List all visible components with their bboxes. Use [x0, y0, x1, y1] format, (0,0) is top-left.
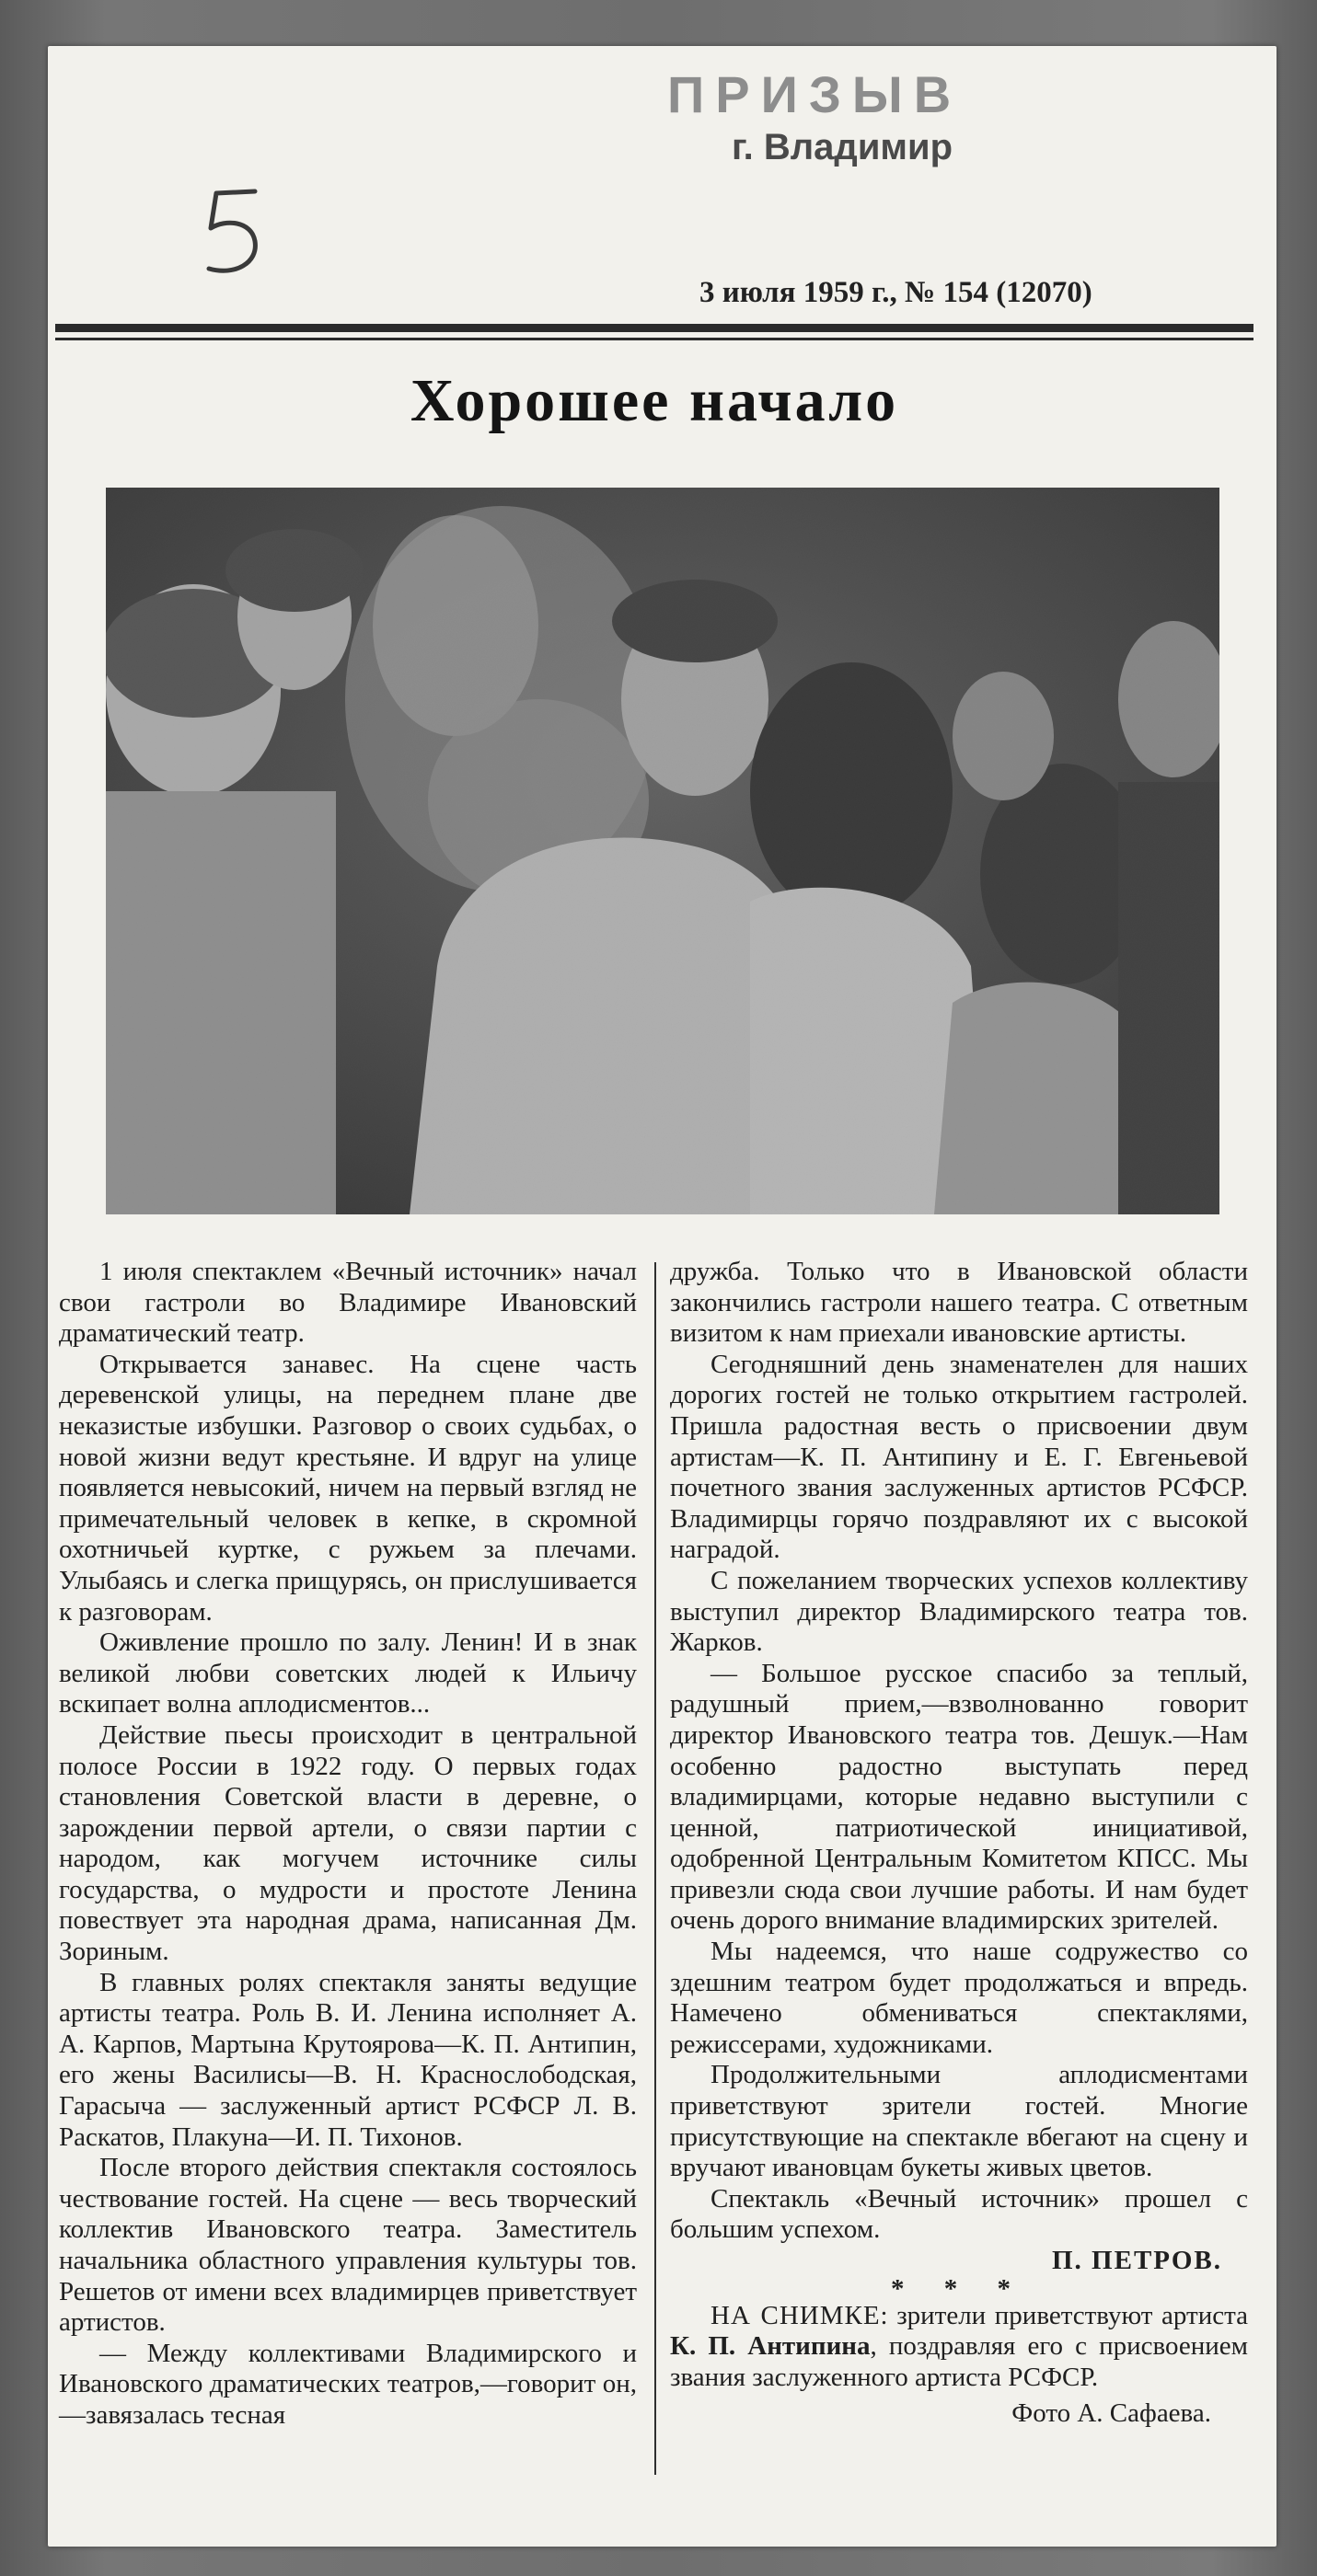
section-separator: * * *	[891, 2273, 1027, 2304]
photo-credit: Фото А. Сафаева.	[1011, 2398, 1211, 2429]
article-column-left	[59, 1257, 637, 2432]
column-divider	[654, 1262, 656, 2475]
caption-text-after: , поздравляя его с присвоением звания заслуженного артиста РСФСР.	[670, 2331, 1248, 2392]
caption-label: НА СНИМКЕ	[710, 2300, 881, 2330]
article-column-right	[670, 1257, 1248, 2430]
article-headline: Хорошее начало	[410, 367, 899, 434]
paragraph: С пожеланием творческих успехов коллективу выступил директор Владимирского театра тов. Жарков.	[670, 1565, 1248, 1658]
paragraph: 1 июля спектаклем «Вечный источник» начал свои гастроли во Владимире Ивановский драматический театр.	[59, 1257, 637, 1349]
paragraph: — Большое русское спасибо за теплый, радушный прием,—взволнованно говорит директор Ивановского театра тов. Дешук.—Нам особенно радостно выступать перед владимирцами, которые недавно выступили с ценной, патриотической инициативой, одобренной Центральным Комитетом КПСС. Мы привезли сюда свои лучшие работы. И нам будет очень дорого внимание владимирских зрителей.	[670, 1658, 1248, 1936]
paragraph: Продолжительными аплодисментами приветствуют зрители гостей. Многие присутствующие на спектакле вбегают на сцену и вручают ивановцам букеты живых цветов.	[670, 2060, 1248, 2183]
newspaper-city-stamp: г. Владимир	[732, 127, 953, 167]
paragraph: После второго действия спектакля состоялось чествование гостей. На сцене — весь творческий коллектив Ивановского театра. Заместитель начальника областного управления культуры тов. Решетов от имени всех владимирцев приветствует артистов.	[59, 2153, 637, 2338]
paragraph: Сегодняшний день знаменателен для наших дорогих гостей не только открытием гастролей. Пришла радостная весть о присвоении двум артистам—К. П. Антипину и Е. Г. Евгеньевой почетного звания заслуженных артистов РСФСР. Владимирцы горячо поздравляют их с высокой наградой.	[670, 1349, 1248, 1565]
issue-date-number: 3 июля 1959 г., № 154 (12070)	[699, 276, 1092, 309]
author-signature: П. ПЕТРОВ.	[1052, 2246, 1222, 2275]
paragraph: — Между коллективами Владимирского и Ивановского драматических театров,—говорит он,—завязалась тесная	[59, 2338, 637, 2430]
header-rule-thick	[55, 324, 1253, 332]
caption-text-before: : зрители приветствуют артиста	[880, 2300, 1248, 2330]
paragraph: дружба. Только что в Ивановской области закончились гастроли нашего театра. С ответным визитом к нам приехали ивановские артисты.	[670, 1257, 1248, 1349]
paragraph: Действие пьесы происходит в центральной полосе России в 1922 году. О первых годах становления Советской власти в деревне, о зарождении первой артели, о связи партии с народом, как могучем источнике силы государства, о мудрости и простоте Ленина повествует эта народная драма, написанная Дм. Зориным.	[59, 1719, 637, 1967]
paragraph: В главных ролях спектакля заняты ведущие артисты театра. Роль В. И. Ленина исполняет А. А. Карпов, Мартына Крутоярова—К. П. Антипин, его жены Василисы—В. Н. Краснослободская, Гарасыча — заслуженный артист РСФСР Л. В. Раскатов, Плакуна—И. П. Тихонов.	[59, 1967, 637, 2152]
handwritten-number-5	[198, 184, 271, 285]
newspaper-name-stamp: ПРИЗЫВ	[667, 65, 963, 123]
caption-name: К. П. Антипина	[670, 2331, 871, 2362]
photo-caption	[670, 2301, 1248, 2394]
paragraph: Спектакль «Вечный источник» прошел с большим успехом.	[670, 2183, 1248, 2245]
header-rule-thin	[55, 338, 1253, 340]
paragraph: Открывается занавес. На сцене часть деревенской улицы, на переднем плане две неказистые избушки. Разговор о своих судьбах, о новой жизни ведут крестьяне. И вдруг на улице появляется невысокий, ничем на первый взгляд не примечательный человек в кепке, в скромной охотничьей куртке, с ружьем за плечами. Улыбаясь и слегка прищурясь, он прислушивается к разговорам.	[59, 1349, 637, 1627]
paragraph: Мы надеемся, что наше содружество со здешним театром будет продолжаться и впредь. Намечено обмениваться спектаклями, режиссерами, художниками.	[670, 1937, 1248, 2059]
paragraph: Оживление прошло по залу. Ленин! И в знак великой любви советских людей к Ильичу вскипает волна аплодисментов...	[59, 1627, 637, 1719]
article-photo	[106, 488, 1219, 1214]
